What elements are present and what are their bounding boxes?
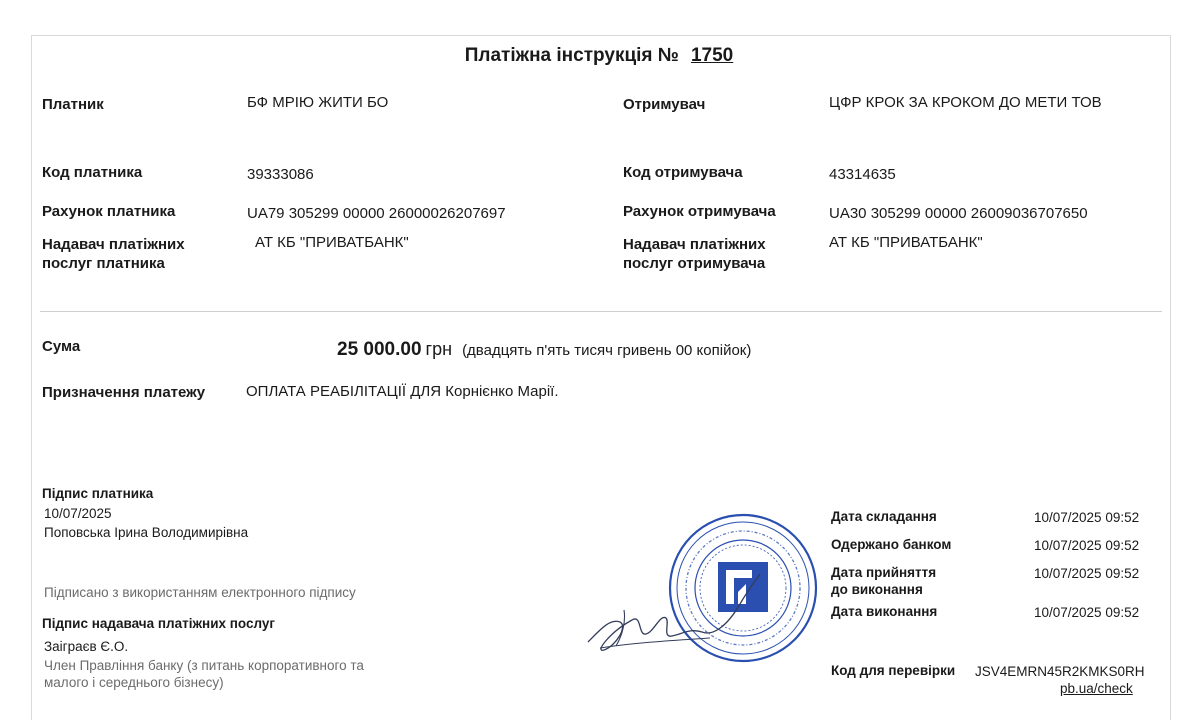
payer-provider-label-line1: Надавач платіжних bbox=[42, 236, 185, 253]
document-number: 1750 bbox=[690, 45, 734, 66]
document-title bbox=[0, 45, 1200, 67]
executed-value: 10/07/2025 09:52 bbox=[1034, 605, 1140, 620]
created-value: 10/07/2025 09:52 bbox=[1034, 510, 1140, 525]
amount-currency: грн bbox=[425, 339, 453, 359]
payer-provider: АТ КБ "ПРИВАТБАНК" bbox=[255, 234, 409, 251]
verification-label: Код для перевірки bbox=[831, 663, 956, 678]
executed-label: Дата виконання bbox=[831, 604, 938, 619]
payer-name: БФ МРІЮ ЖИТИ БО bbox=[247, 94, 389, 111]
verification-code: JSV4EMRN45R2KMKS0RH bbox=[975, 664, 1145, 679]
created-label: Дата складання bbox=[831, 509, 937, 524]
amount-label: Сума bbox=[42, 338, 81, 355]
provider-signer-position-line2: малого і середнього бізнесу) bbox=[44, 675, 224, 690]
payer-label: Платник bbox=[42, 96, 104, 113]
payer-signature-date: 10/07/2025 bbox=[44, 506, 112, 521]
section-divider bbox=[40, 311, 1162, 312]
amount-value: 25 000.00 bbox=[337, 339, 422, 360]
payer-signature-name: Поповська Ірина Володимирівна bbox=[44, 525, 249, 540]
recipient-code-label: Код отримувача bbox=[623, 164, 743, 181]
payer-provider-label-line2: послуг платника bbox=[42, 255, 165, 272]
verification-link[interactable]: pb.ua/check bbox=[1060, 681, 1133, 696]
recipient-account: UA30 305299 00000 26009036707650 bbox=[829, 205, 1088, 222]
purpose-value: ОПЛАТА РЕАБІЛІТАЦІЇ ДЛЯ Корнієнко Марії. bbox=[246, 383, 559, 400]
provider-signer-name: Заіграєв Є.О. bbox=[44, 639, 129, 654]
title-text: Платіжна інструкція № bbox=[464, 45, 679, 66]
accepted-value: 10/07/2025 09:52 bbox=[1034, 566, 1140, 581]
accepted-label-line1: Дата прийняття bbox=[831, 565, 937, 580]
e-signature-note: Підписано з використанням електронного підпису bbox=[44, 585, 356, 600]
payer-signature-label: Підпис платника bbox=[42, 486, 154, 501]
payer-provider-label bbox=[42, 235, 185, 273]
amount-words: (двадцять п'ять тисяч гривень 00 копійок) bbox=[462, 342, 752, 359]
recipient-label: Отримувач bbox=[623, 96, 706, 113]
recipient-account-label: Рахунок отримувача bbox=[623, 203, 776, 220]
payer-account: UA79 305299 00000 26000026207697 bbox=[247, 205, 506, 222]
provider-signer-position-line1: Член Правління банку (з питань корпоративного та bbox=[44, 658, 364, 673]
recipient-provider-label bbox=[623, 235, 766, 273]
received-value: 10/07/2025 09:52 bbox=[1034, 538, 1140, 553]
recipient-code: 43314635 bbox=[829, 166, 896, 183]
payer-code: 39333086 bbox=[247, 166, 314, 183]
accepted-label bbox=[831, 564, 936, 598]
provider-signature-label: Підпис надавача платіжних послуг bbox=[42, 616, 276, 631]
payer-code-label: Код платника bbox=[42, 164, 143, 181]
recipient-provider-label-line1: Надавач платіжних bbox=[623, 236, 766, 253]
bank-seal-icon bbox=[580, 510, 830, 690]
purpose-label: Призначення платежу bbox=[42, 384, 206, 401]
recipient-provider-label-line2: послуг отримувача bbox=[623, 255, 766, 272]
received-label: Одержано банком bbox=[831, 537, 952, 552]
accepted-label-line2: до виконання bbox=[831, 582, 923, 597]
recipient-provider: АТ КБ "ПРИВАТБАНК" bbox=[829, 234, 983, 251]
amount-row bbox=[337, 339, 751, 361]
recipient-name: ЦФР КРОК ЗА КРОКОМ ДО МЕТИ ТОВ bbox=[829, 94, 1102, 111]
payer-account-label: Рахунок платника bbox=[42, 203, 176, 220]
